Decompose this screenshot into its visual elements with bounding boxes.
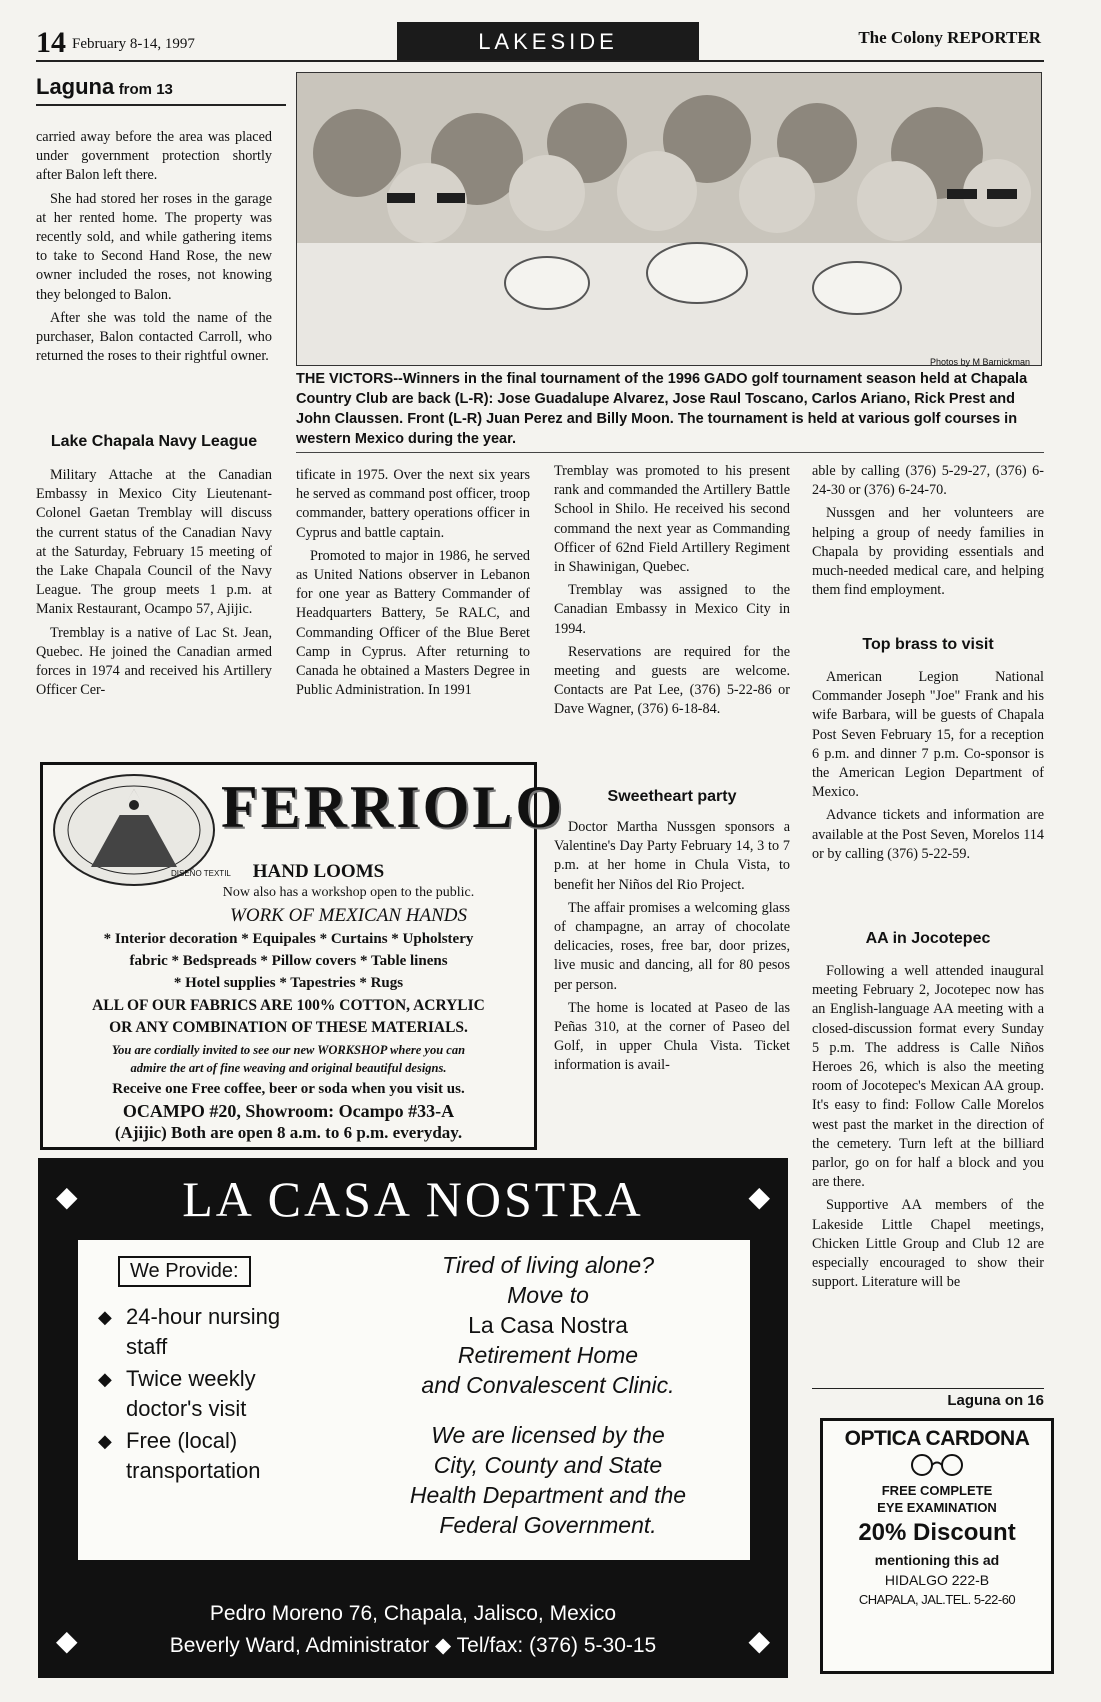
provide-item-text: Twice weekly doctor's visit <box>126 1366 256 1421</box>
issue-date: February 8-14, 1997 <box>72 36 195 52</box>
ferriolo-invite-2: admire the art of fine weaving and original beautiful designs. <box>130 1061 447 1075</box>
sweetheart-paragraph: The home is located at Paseo de las Peñas 310, at the corner of Paseo del Golf, in upper Chula Vista. Ticket information is avail- <box>554 999 790 1074</box>
page-number: 14 <box>36 26 66 59</box>
ferriolo-products-2: fabric * Bedspreads * Pillow covers * Table linens <box>129 953 448 969</box>
diamond-icon: ◆ <box>56 1182 78 1213</box>
col4-paragraph: Nussgen and her volunteers are helping a group of needy families in Chapala by providing essentials and much-needed medical care, and helping them find employment. <box>812 505 1044 599</box>
navy-paragraph: Military Attache at the Canadian Embassy in Mexico City Lieutenant-Colonel Gaetan Tremblay will discuss the current status of the Canadian Navy at the Saturday, February 15 meeting of the Lake Chapala Council of the Navy League. The group meets 1 p.m. at Manix Restaurant, Ocampo 57, Ajijic. <box>36 467 272 618</box>
top-brass-heading: Top brass to visit <box>862 636 994 653</box>
casa-address: Pedro Moreno 76, Chapala, Jalisco, Mexico <box>209 1602 617 1625</box>
aa-paragraph: Following a well attended inaugural meeting February 2, Jocotepec now has an English-language AA meeting with a closed-discussion format every Sunday 5 p.m. The address is Calle Niños Heroes 26, which is also the meeting room of Jocotepec's Mexican AA group. It's easy to find: Follow Calle Morelos west past the market in the direction of the cemetery. Turn left at the billiard parlor, go on for half a block and you are there. <box>812 963 1044 1191</box>
pitch-line: Move to <box>507 1282 589 1308</box>
ferriolo-free-drink: Receive one Free coffee, beer or soda when you visit us. <box>112 1081 465 1097</box>
we-provide-heading: We Provide: <box>118 1256 251 1287</box>
navy-column-2 <box>296 466 530 704</box>
photo-credit: Photos by M Barnickman <box>930 357 1031 367</box>
provide-item <box>98 1364 318 1424</box>
jump-rule <box>812 1388 1044 1389</box>
provide-item <box>98 1302 318 1362</box>
diamond-icon: ◆ <box>748 1182 770 1213</box>
laguna-heading-main: Laguna <box>36 74 115 99</box>
sweetheart-paragraph: The affair promises a welcoming glass of champagne, an array of chocolate delicacies, roses, free bar, door prizes, live music and dancing, all for 80 pesos per person. <box>554 899 790 993</box>
top-brass-article <box>812 668 1044 868</box>
license-line: We are licensed by the <box>431 1422 665 1448</box>
diamond-bullet-icon: ◆ <box>98 1431 112 1451</box>
ferriolo-invite-1: You are cordially invited to see our new WORKSHOP where you can <box>111 1043 466 1057</box>
laguna-paragraph: She had stored her roses in the garage at her rented home. The property was recently sold, and while gathering items to take to Second Hand Rose, the new owner included the roses, not knowing they belonged to Balon. <box>36 190 272 303</box>
sweetheart-article <box>554 818 790 1080</box>
newspaper-name: The Colony REPORTER <box>858 28 1041 47</box>
optica-free-1: FREE COMPLETE <box>881 1483 993 1498</box>
provide-item-text: Free (local) transportation <box>126 1428 261 1483</box>
ferriolo-hours: (Ajijic) Both are open 8 a.m. to 6 p.m. everyday. <box>114 1123 463 1142</box>
navy-paragraph: Tremblay is a native of Lac St. Jean, Quebec. He joined the Canadian armed forces in 1974 and received his Artillery Officer Cer- <box>36 624 272 699</box>
ferriolo-fabrics-2: OR ANY COMBINATION OF THESE MATERIALS. <box>109 1019 468 1036</box>
photo-caption: THE VICTORS--Winners in the final tournament of the 1996 GADO golf tournament season held at Chapala Country Club are back (L-R): Jose Guadalupe Alvarez, Jose Raul Toscano, Carlos Ariano, Rick Prest and John Claussen. Front (L-R) Juan Perez and Billy Moon. The tournament is held at various golf courses in western Mexico during the year. <box>296 371 1028 447</box>
navy-column-1 <box>36 466 272 704</box>
eyeglasses-icon <box>902 1451 972 1477</box>
laguna-article <box>36 128 272 370</box>
casa-admin-contact: Beverly Ward, Administrator ◆ Tel/fax: (376) 5-30-15 <box>169 1634 657 1657</box>
license-line: City, County and State <box>433 1452 663 1478</box>
diamond-bullet-icon: ◆ <box>98 1369 112 1389</box>
laguna-rule <box>36 104 286 106</box>
brass-paragraph: Advance tickets and information are available at the Post Seven, Morelos 114 or by calling (376) 5-22-59. <box>812 807 1044 862</box>
brass-paragraph: American Legion National Commander Joseph "Joe" Frank and his wife Barbara, will be guests of Chapala Post Seven February 15, for a reception 6 p.m. and dinner 7 p.m. Co-sponsor is the American Legion Department of Mexico. <box>812 669 1044 801</box>
provide-item-text: 24-hour nursing staff <box>126 1304 281 1359</box>
optica-cardona-ad <box>820 1418 1054 1674</box>
ferriolo-products-1: * Interior decoration * Equipales * Curtains * Upholstery <box>103 931 474 947</box>
laguna-jump-line: Laguna on 16 <box>947 1392 1044 1409</box>
optica-address: HIDALGO 222-B <box>884 1572 990 1588</box>
navy-league-heading: Lake Chapala Navy League <box>50 433 258 450</box>
optica-phone: CHAPALA, JAL.TEL. 5-22-60 <box>858 1592 1016 1607</box>
col4-paragraph: able by calling (376) 5-29-27, (376) 6-24-30 or (376) 6-24-70. <box>812 463 1044 499</box>
optica-discount: 20% Discount <box>858 1519 1016 1546</box>
laguna-paragraph: carried away before the area was placed under government protection shortly after Balon left there. <box>36 129 272 184</box>
ferriolo-mexican-hands: WORK OF MEXICAN HANDS <box>230 905 467 926</box>
laguna-paragraph: After she was told the name of the purchaser, Balon contacted Carroll, who returned the roses to their rightful owner. <box>36 309 272 365</box>
optica-name: OPTICA CARDONA <box>844 1427 1030 1450</box>
optica-mention: mentioning this ad <box>874 1552 1000 1568</box>
diamond-bullet-icon: ◆ <box>98 1307 112 1327</box>
laguna-heading-from: from 13 <box>118 81 173 98</box>
ferriolo-seal-text: DISEÑO TEXTIL <box>171 869 231 878</box>
navy-paragraph: Promoted to major in 1986, he served as United Nations observer in Lebanon for one year as Battery Commander of Headquarters Battery, 5e RALC, and Commanding Officer of the Blue Beret Camp in Cyprus. After returning to Canada he obtained a Masters Degree in Public Administration. In 1991 <box>296 547 530 699</box>
casa-title: LA CASA NOSTRA <box>182 1171 644 1227</box>
sweetheart-heading: Sweetheart party <box>607 788 737 805</box>
photo-illustration <box>297 73 1041 365</box>
casa-license <box>348 1420 748 1540</box>
navy-column-3 <box>554 462 790 724</box>
license-line: Federal Government. <box>439 1512 657 1538</box>
aa-article <box>812 962 1044 1296</box>
pitch-line: Retirement Home <box>457 1342 639 1368</box>
ferriolo-address: OCAMPO #20, Showroom: Ocampo #33-A <box>122 1101 455 1121</box>
casa-inner-panel <box>78 1240 750 1560</box>
caption-rule <box>296 452 1044 453</box>
ferriolo-workshop-line: Now also has a workshop open to the public. <box>222 885 475 900</box>
casa-footer <box>38 1598 788 1662</box>
pitch-line: Tired of living alone? <box>441 1252 655 1278</box>
navy-paragraph: tificate in 1975. Over the next six years he served as command post officer, troop commander, battery operations officer in Cyprus and battle captain. <box>296 467 530 541</box>
provide-item <box>98 1426 318 1486</box>
ferriolo-products-3: * Hotel supplies * Tapestries * Rugs <box>173 975 404 991</box>
sweetheart-paragraph: Doctor Martha Nussgen sponsors a Valentine's Day Party February 14, 3 to 7 p.m. at her home in Chula Vista, to benefit her Niños del Rio Project. <box>554 819 790 893</box>
aa-heading: AA in Jocotepec <box>865 930 991 947</box>
laguna-heading <box>36 74 286 100</box>
optica-free-2: EYE EXAMINATION <box>877 1500 997 1515</box>
column-4-continued <box>812 462 1044 604</box>
pitch-line: and Convalescent Clinic. <box>421 1372 675 1398</box>
header-rule <box>36 60 1044 62</box>
pitch-line: La Casa Nostra <box>468 1312 628 1338</box>
casa-pitch <box>348 1250 748 1400</box>
license-line: Health Department and the <box>409 1482 687 1508</box>
diamond-icon: ◆ <box>56 1626 78 1657</box>
navy-paragraph: Tremblay was assigned to the Canadian Embassy in Mexico City in 1994. <box>554 582 790 637</box>
navy-paragraph: Tremblay was promoted to his present rank and commanded the Artillery Battle School in Shilo. He received his second command the next year as Commanding Officer of 62nd Field Artillery Regiment in Shawinigan, Quebec. <box>554 463 790 576</box>
provides-list <box>98 1302 318 1486</box>
aa-paragraph: Supportive AA members of the Lakeside Little Chapel meetings, Chicken Little Group and Club 12 are especially encouraged to show their support. Literature will be <box>812 1197 1044 1291</box>
golf-winners-photo <box>296 72 1042 366</box>
ferriolo-hand-looms: HAND LOOMS <box>252 861 385 882</box>
ferriolo-ad <box>40 762 566 1150</box>
section-banner: LAKESIDE <box>397 22 699 60</box>
la-casa-nostra-ad <box>38 1158 788 1678</box>
ferriolo-fabrics-1: ALL OF OUR FABRICS ARE 100% COTTON, ACRYLIC <box>92 997 485 1014</box>
diamond-icon: ◆ <box>748 1626 770 1657</box>
ferriolo-brand: FERRIOLO <box>221 774 566 840</box>
navy-paragraph: Reservations are required for the meeting and guests are welcome. Contacts are Pat Lee, (376) 5-22-86 or Dave Wagner, (376) 6-18-84. <box>554 643 790 718</box>
